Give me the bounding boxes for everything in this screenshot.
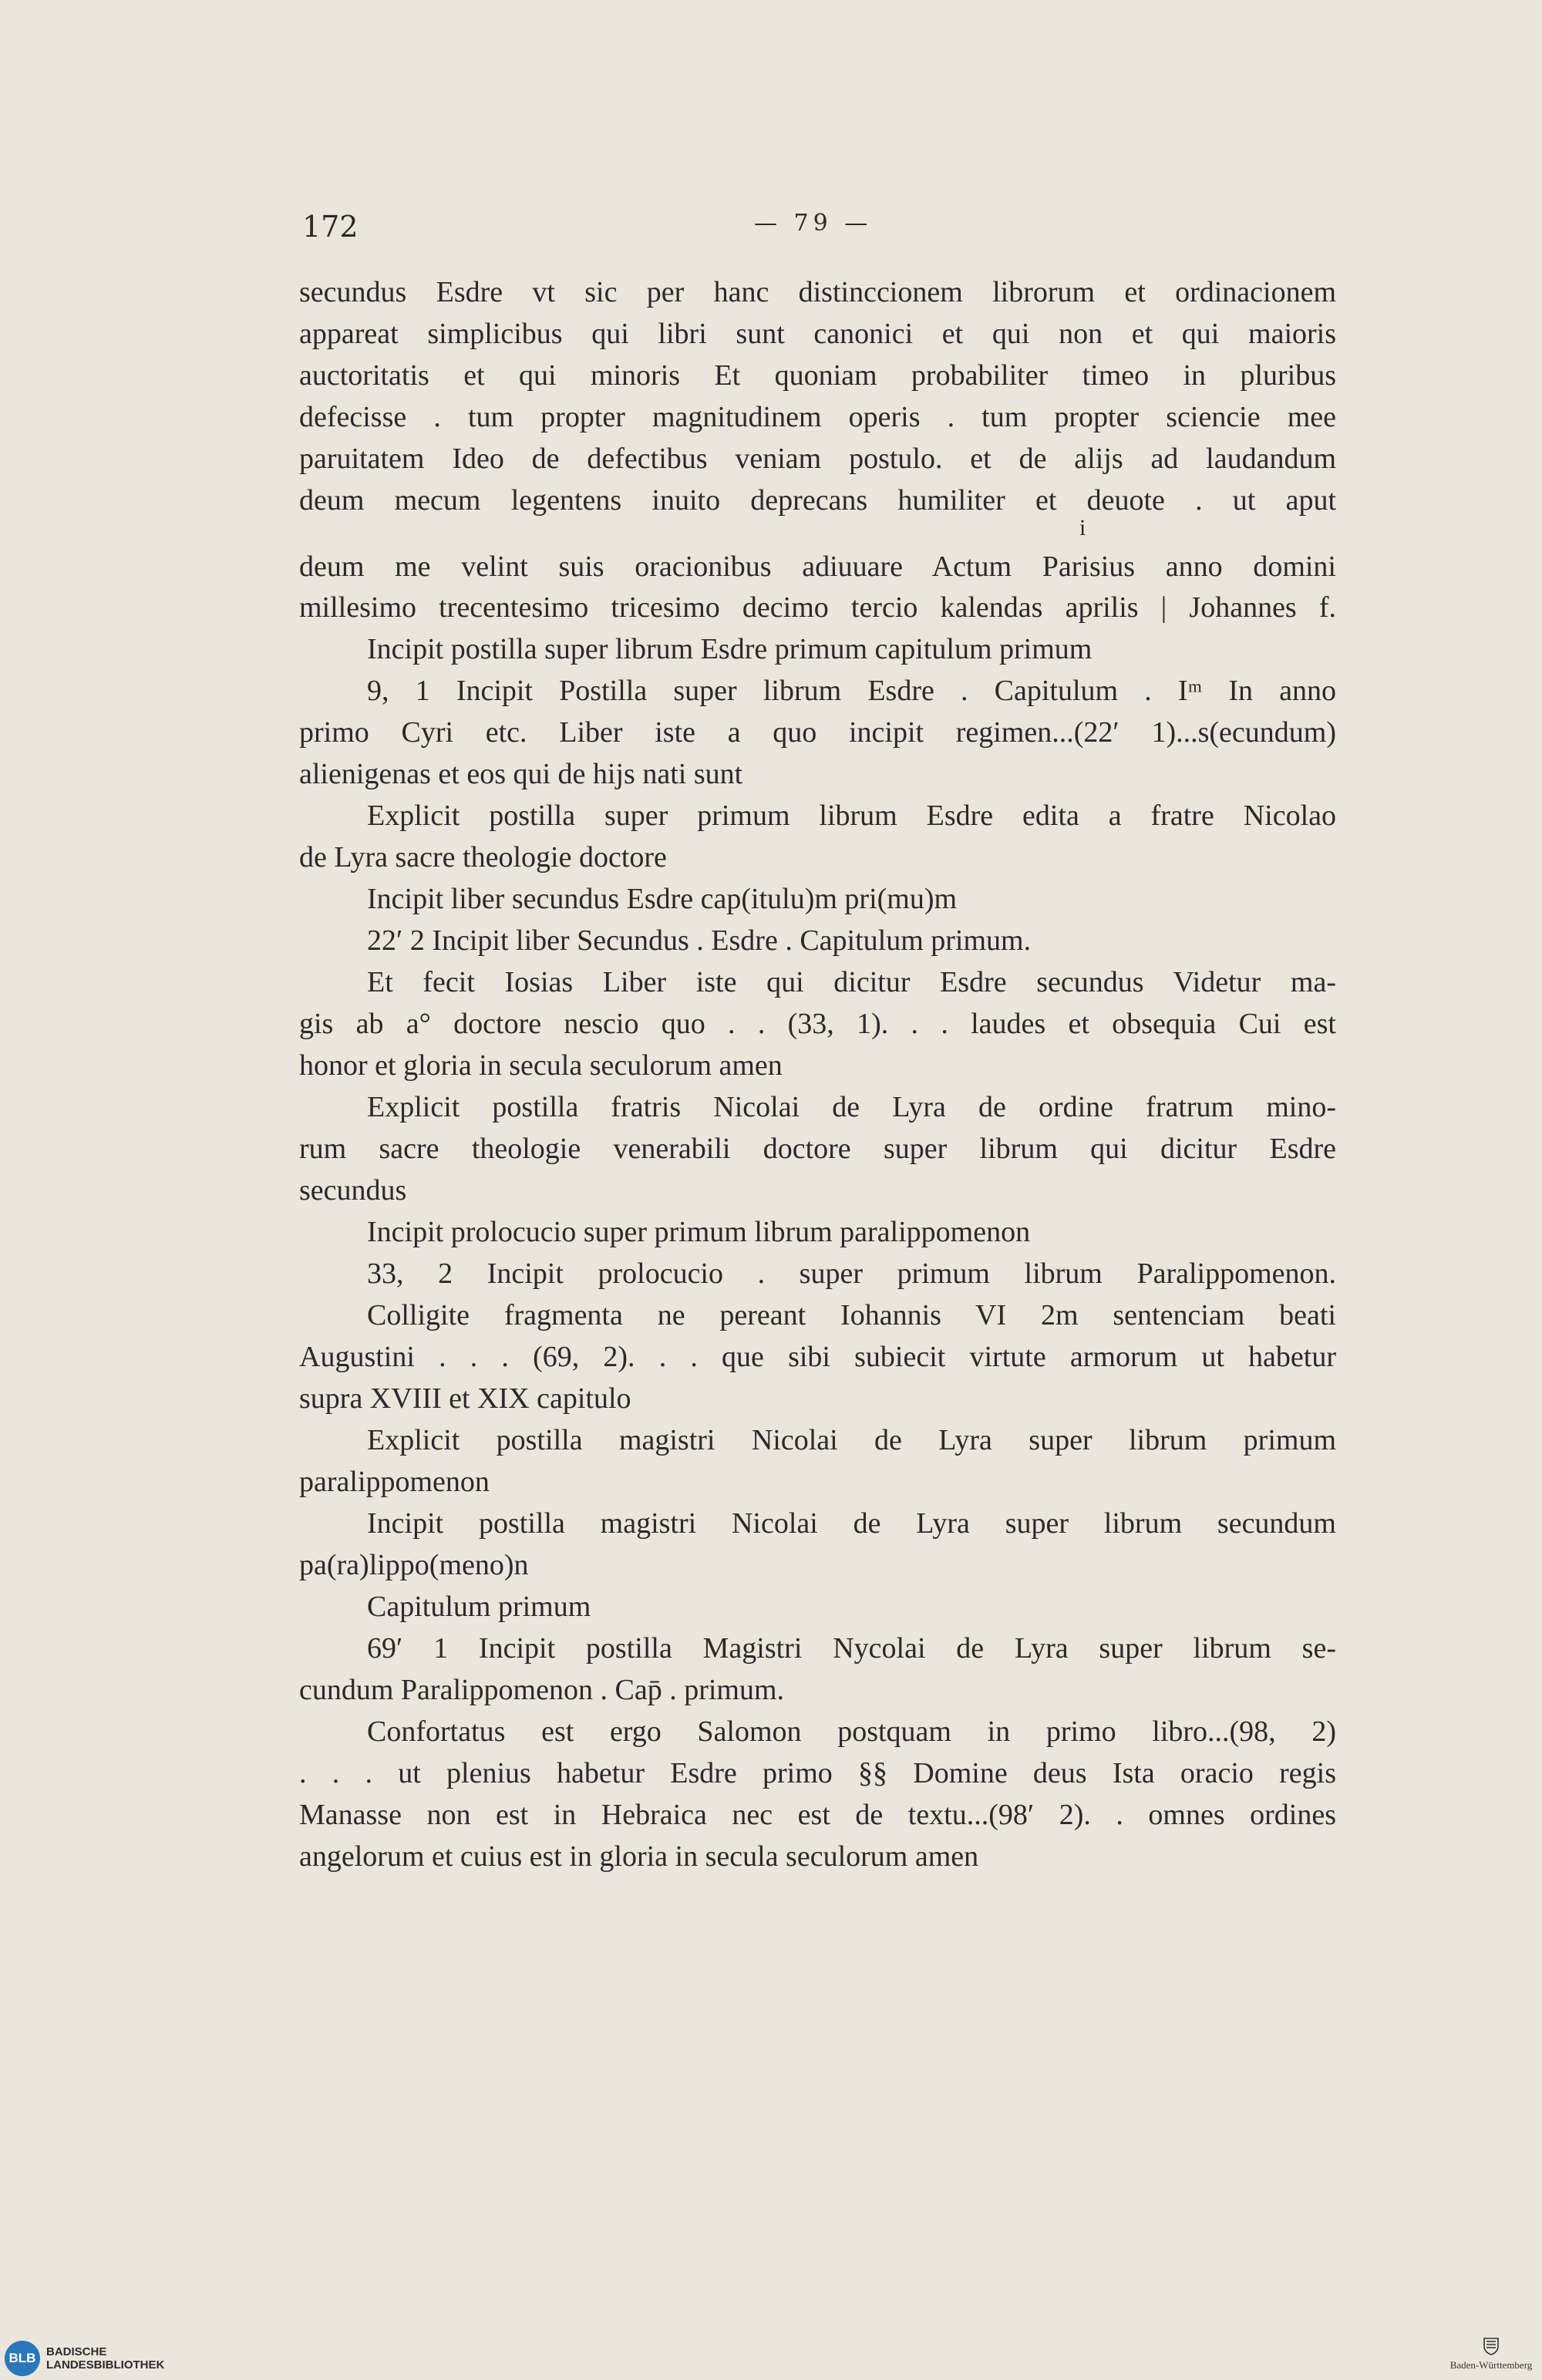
text-line: Incipit liber secundus Esdre cap(itulu)m pri(mu)m	[367, 883, 958, 915]
text-line: Colligite fragmenta ne pereant Iohannis VI 2m sentenciam beati	[367, 1299, 1336, 1331]
text-line: secundus Esdre vt sic per hanc distinccionem librorum et ordinacionem	[299, 276, 1336, 308]
text-line: gis ab a° doctore nescio quo . . (33, 1). . . laudes et obsequia Cui est	[299, 1008, 1336, 1040]
text-line: Confortatus est ergo Salomon postquam in primo libro...(98, 2)	[367, 1715, 1336, 1748]
text-line: cundum Paralippomenon . Cap̄ . primum.	[299, 1674, 785, 1706]
library-name-line1: BADISCHE	[46, 2345, 107, 2358]
text-line: 22′ 2 Incipit liber Secundus . Esdre . Capitulum primum.	[367, 924, 1032, 957]
text-line: 33, 2 Incipit prolocucio . super primum librum Paralippomenon.	[367, 1257, 1336, 1290]
text-line: Incipit postilla magistri Nicolai de Lyra super librum secundum	[367, 1507, 1336, 1540]
text-line: primo Cyri etc. Liber iste a quo incipit regimen...(22′ 1)...s(ecundum)	[299, 716, 1336, 749]
text-line: Capitulum primum	[367, 1591, 591, 1623]
text-line: auctoritatis et qui minoris Et quoniam probabiliter timeo in pluribus	[299, 359, 1336, 392]
library-name	[46, 2345, 164, 2372]
text-line: paruitatem Ideo de defectibus veniam postulo. et de alijs ad laudandum	[299, 443, 1336, 475]
text-line: Incipit prolocucio super primum librum paralippomenon	[367, 1216, 1031, 1248]
body-text	[299, 271, 1336, 1877]
library-name-line2: LANDESBIBLIOTHEK	[46, 2358, 165, 2372]
text-line: Et fecit Iosias Liber iste qui dicitur Esdre secundus Videtur ma-	[367, 966, 1336, 998]
page-number: 172	[302, 210, 359, 244]
text-line: millesimo trecentesimo tricesimo decimo tercio kalendas aprilis | Johannes f.	[299, 591, 1336, 624]
text-line: rum sacre theologie venerabili doctore super librum qui dicitur Esdre	[299, 1133, 1336, 1165]
text-line: angelorum et cuius est in gloria in secula seculorum amen	[299, 1840, 979, 1873]
text-line: pa(ra)lippo(meno)n	[299, 1549, 529, 1581]
running-head: — 79 —	[754, 210, 873, 237]
blb-logo-icon: BLB	[5, 2341, 40, 2376]
text-line: appareat simplicibus qui libri sunt canonici et qui non et qui maioris	[299, 318, 1336, 350]
text-line: Augustini . . . (69, 2). . . que sibi subiecit virtute armorum ut habetur	[299, 1341, 1336, 1373]
text-line: Manasse non est in Hebraica nec est de textu...(98′ 2). . omnes ordines	[299, 1799, 1336, 1831]
text-line: Explicit postilla fratris Nicolai de Lyra de ordine fratrum mino-	[367, 1091, 1336, 1123]
library-logo[interactable]	[0, 2336, 164, 2380]
text-line: alienigenas et eos qui de hijs nati sunt	[299, 758, 743, 790]
state-crest	[1445, 2336, 1537, 2372]
text-line: paralippomenon	[299, 1466, 490, 1498]
text-line: 9, 1 Incipit Postilla super librum Esdre . Capitulum . Iᵐ In anno	[367, 675, 1336, 707]
text-line: defecisse . tum propter magnitudinem operis . tum propter sciencie mee	[299, 401, 1336, 433]
text-line: deum me velint suis oracionibus adiuuare Actum Parisius anno domini	[299, 550, 1336, 583]
text-line: Explicit postilla super primum librum Esdre edita a fratre Nicolao	[367, 800, 1336, 832]
crest-label: Baden-Württemberg	[1449, 2359, 1533, 2371]
text-line: deum mecum legentens inuito deprecans humiliter et deuote . ut aput	[299, 484, 1336, 517]
text-line: 69′ 1 Incipit postilla Magistri Nycolai de Lyra super librum se-	[367, 1632, 1336, 1665]
text-line: Incipit postilla super librum Esdre primum capitulum primum	[367, 633, 1093, 665]
coat-of-arms-icon	[1482, 2336, 1500, 2356]
text-line: . . . ut plenius habetur Esdre primo §§ Domine deus Ista oracio regis	[299, 1757, 1336, 1789]
text-line: supra XVIII et XIX capitulo	[299, 1382, 631, 1415]
text-line: Explicit postilla magistri Nicolai de Lyra super librum primum	[367, 1424, 1336, 1456]
text-line: de Lyra sacre theologie doctore	[299, 841, 667, 874]
text-line: secundus	[299, 1174, 407, 1207]
text-line: honor et gloria in secula seculorum amen	[299, 1049, 783, 1082]
superscript-mark: i	[1079, 515, 1086, 540]
